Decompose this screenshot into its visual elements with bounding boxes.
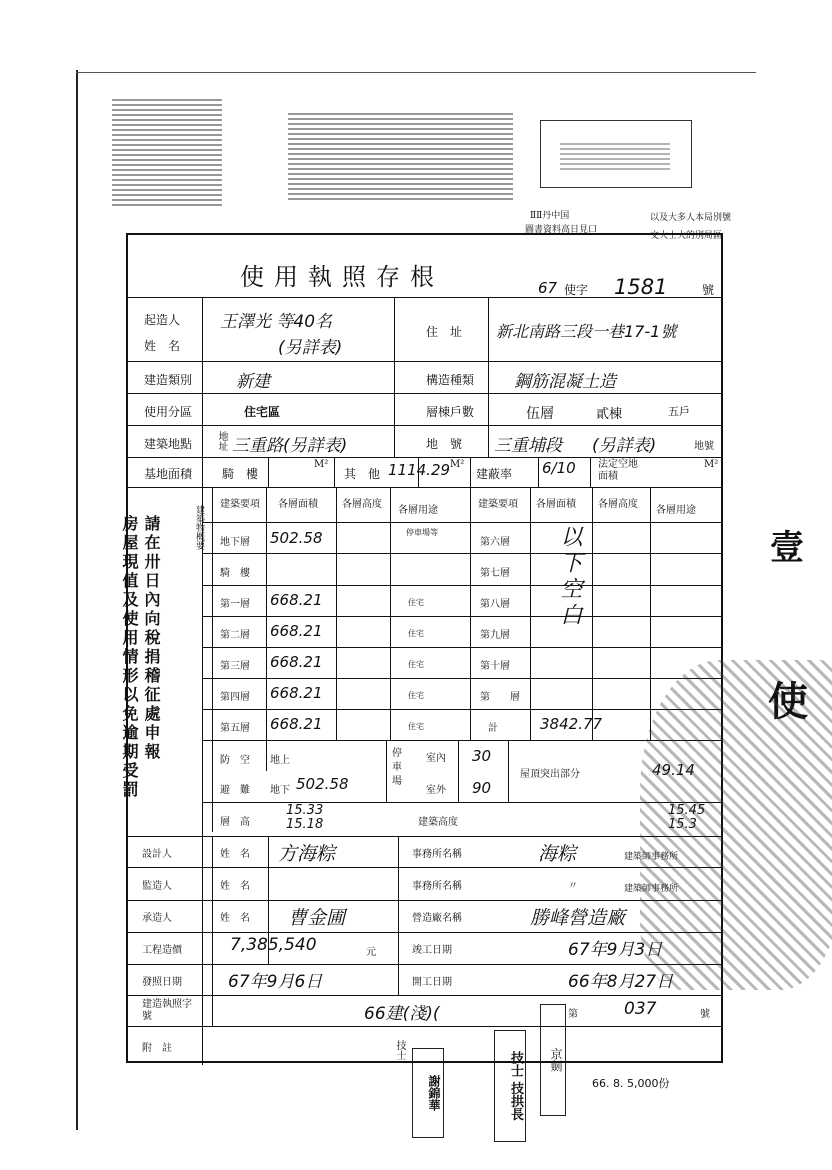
rule	[128, 297, 723, 298]
total-value: 3842.77	[540, 715, 603, 733]
designer-office-suffix: 建築師事務所	[624, 852, 679, 862]
arcade-label: 騎 樓	[222, 467, 259, 481]
shelter-above-label: 地上	[270, 755, 290, 766]
designer-name: 方海粽	[278, 843, 336, 865]
grid-header-height: 各層高度	[342, 499, 382, 510]
rule	[128, 900, 723, 901]
lot-value: 三重埔段	[494, 436, 562, 456]
rule	[334, 457, 335, 487]
floor-label-right: 第 層	[480, 692, 520, 703]
building-height-2: 15.3	[668, 817, 697, 832]
builder-name: 王澤光 等40名	[220, 312, 333, 332]
zone-label: 使用分區	[144, 405, 193, 419]
floor-area: 502.58	[270, 529, 323, 547]
rule	[202, 297, 203, 1065]
remarks-label: 附 註	[142, 1043, 172, 1054]
other-label: 其 他	[344, 467, 381, 481]
rule	[488, 297, 489, 457]
contractor-firm-label: 營造廠名稱	[412, 913, 462, 924]
side-char: 要	[194, 541, 204, 550]
lot-suffix: 地號	[694, 441, 714, 452]
floor-area: 668.21	[270, 684, 323, 702]
builder-name-note: (另詳表)	[278, 338, 343, 358]
void-mark: 以下空白	[557, 525, 582, 629]
rule	[202, 616, 723, 617]
rule	[212, 836, 213, 1026]
address-value: 新北南路三段一巷17-1號	[496, 322, 677, 341]
contractor-name: 曹金圃	[288, 907, 346, 929]
rule	[128, 836, 723, 837]
side-char: 築	[194, 514, 204, 523]
side-char: 概	[194, 532, 204, 541]
issue-date: 67年9月6日	[228, 972, 323, 992]
builder-label: 起造人	[144, 313, 181, 327]
site-address: 三重路(另詳表)	[232, 436, 348, 456]
permit-label: 建造執照字號	[142, 999, 192, 1022]
signature-stamp-3: 京劍	[540, 1004, 566, 1116]
parking-indoor-label: 室內	[426, 753, 446, 764]
rule	[128, 361, 723, 362]
side-char: 建	[194, 505, 204, 514]
floor-use: 住宅	[408, 660, 424, 669]
floor-label: 第三層	[220, 661, 250, 672]
permit-form	[126, 233, 723, 1063]
permit-number-suffix: 號	[702, 283, 715, 297]
contractor-name-label: 姓 名	[220, 913, 250, 924]
rule	[336, 487, 337, 740]
floor-area: 668.21	[270, 715, 323, 733]
floor-use: 住宅	[408, 691, 424, 700]
storey-height-1: 15.33	[286, 803, 324, 818]
permit-suffix: 號	[700, 1009, 710, 1020]
floors-label: 層棟戶數	[426, 405, 475, 419]
rule	[128, 393, 723, 394]
floor-area: 668.21	[270, 591, 323, 609]
permit-value: 66建(淺)(	[364, 1004, 440, 1024]
rule	[128, 964, 723, 965]
address-label: 住 址	[426, 325, 463, 339]
coverage-value: 6/10	[542, 459, 576, 477]
stamp-caption-1: 圖書資料高日見口	[525, 225, 598, 235]
floor-label: 第五層	[220, 723, 250, 734]
grid-header-area: 各層面積	[278, 499, 318, 510]
site-label: 建築地點	[144, 437, 193, 451]
stamp-block-left	[112, 98, 222, 206]
site-sub-label: 地址	[216, 431, 227, 451]
floor-label: 第二層	[220, 630, 250, 641]
storey-height-label: 層 高	[220, 817, 250, 828]
floor-label-right: 第九層	[480, 630, 510, 641]
building-height-label: 建築高度	[418, 817, 458, 828]
supervisor-name-label: 姓 名	[220, 881, 250, 892]
floor-label: 騎 樓	[220, 568, 250, 579]
grid-header-area-2: 各層面積	[536, 499, 576, 510]
rule	[202, 647, 723, 648]
floor-use: 住宅	[408, 598, 424, 607]
contractor-firm: 勝峰營造廠	[530, 907, 626, 929]
rule	[538, 457, 539, 487]
unit-label: M²	[450, 459, 465, 470]
rule	[530, 487, 531, 740]
rule	[390, 487, 391, 740]
lot-value-note: (另詳表)	[592, 436, 657, 456]
shelter-label-2: 避 難	[220, 785, 250, 796]
rule	[202, 553, 723, 554]
rule	[458, 740, 459, 802]
grid-header-use-2: 各層用途	[656, 505, 696, 516]
side-note-2: 房屋現值及使用情形以免逾期受罰	[120, 515, 139, 800]
floor-use: 停車場等	[406, 528, 438, 537]
signature-stamp-1: 謝錦華	[412, 1048, 444, 1138]
zone-value: 住宅區	[244, 405, 281, 419]
stamp-caption-3: 文大士大的別局區	[650, 231, 723, 241]
total-label: 計	[488, 723, 498, 734]
rule	[470, 457, 471, 487]
rule	[128, 995, 723, 996]
supervisor-office-label: 事務所名稱	[412, 881, 462, 892]
floor-label-right: 第七層	[480, 568, 510, 579]
rule	[266, 487, 267, 771]
rule	[128, 425, 723, 426]
structure-label: 構造種類	[426, 373, 475, 387]
rule	[394, 297, 395, 457]
rule	[268, 457, 269, 487]
floors-value-1: 伍層	[526, 406, 554, 422]
rule	[128, 867, 723, 868]
side-char: 物	[194, 523, 204, 532]
right-edge-glyph: 使	[768, 678, 808, 725]
legal-open-label: 法定空地面積	[598, 459, 638, 482]
completion-label: 竣工日期	[412, 945, 452, 956]
completion-date: 67年9月3日	[568, 940, 663, 960]
unit-label: M²	[704, 459, 719, 470]
roof-value: 49.14	[652, 761, 695, 779]
designer-office-label: 事務所名稱	[412, 849, 462, 860]
floor-use: 住宅	[408, 722, 424, 731]
floor-label-right: 第八層	[480, 599, 510, 610]
floors-value-3: 五戶	[668, 405, 690, 418]
supervisor-office-suffix: 建築師事務所	[624, 884, 679, 894]
rule	[590, 457, 591, 487]
supervisor-office: 〃	[568, 881, 578, 892]
lot-label: 地 號	[426, 437, 463, 451]
rule	[202, 709, 723, 710]
permit-num: 037	[624, 999, 657, 1019]
storey-height-2: 15.18	[286, 817, 324, 832]
rule	[592, 487, 593, 740]
parking-outdoor-label: 室外	[426, 785, 446, 796]
stamp-caption-2: 以及大多人本局別號	[650, 213, 732, 223]
page-top-line	[76, 72, 756, 73]
footer-print-run: 66. 8. 5,000份	[592, 1077, 670, 1090]
floor-label: 第一層	[220, 599, 250, 610]
right-edge-glyph: 壹	[770, 528, 804, 568]
side-note-1: 請在卅日內向稅捐稽征處申報	[142, 515, 161, 762]
rule	[128, 487, 723, 488]
builder-name-label: 姓 名	[144, 339, 181, 353]
stamp-caption-0: ⅡⅡ丹中国	[530, 211, 570, 221]
cost-value: 7,385,540	[230, 935, 317, 955]
start-date: 66年8月27日	[568, 972, 674, 992]
rule	[202, 678, 723, 679]
rule	[386, 740, 387, 802]
other-area: 1114.29	[388, 461, 451, 479]
grid-header-item-2: 建築要項	[478, 499, 518, 510]
designer-name-label: 姓 名	[220, 849, 250, 860]
grid-header-use: 各層用途	[398, 505, 438, 516]
supervisor-role: 監造人	[142, 881, 172, 892]
official-seal-stamp	[640, 660, 832, 990]
permit-year: 67	[538, 279, 558, 297]
floor-use: 住宅	[408, 629, 424, 638]
structure-value: 鋼筋混凝土造	[514, 372, 616, 392]
rule	[398, 964, 399, 996]
coverage-label: 建蔽率	[476, 467, 513, 481]
signature-stamp-2: 技士 技拱長	[494, 1030, 526, 1142]
rule	[202, 522, 723, 523]
building-type-value: 新建	[236, 372, 270, 392]
rule	[128, 457, 723, 458]
rule	[128, 932, 723, 933]
rule	[128, 1026, 723, 1027]
rule	[650, 487, 651, 740]
grid-header-height-2: 各層高度	[598, 499, 638, 510]
page-fold-line	[76, 70, 78, 1130]
grid-header-item: 建築要項	[220, 499, 260, 510]
roof-label: 屋頂突出部分	[520, 769, 580, 780]
rule	[508, 740, 509, 802]
parking-indoor-value: 30	[472, 747, 492, 765]
designer-role: 設計人	[142, 849, 172, 860]
parking-label: 停車場	[392, 748, 402, 787]
rule	[398, 836, 399, 964]
floors-value-2: 貳棟	[596, 407, 623, 422]
floor-label-right: 第十層	[480, 661, 510, 672]
form-title: 使用執照存根	[240, 263, 444, 291]
floor-area: 668.21	[270, 622, 323, 640]
building-height-1: 15.45	[668, 803, 706, 818]
shelter-below-value: 502.58	[296, 775, 349, 793]
issue-label: 發照日期	[142, 977, 182, 988]
building-type-label: 建造類別	[144, 373, 193, 387]
floor-label: 第四層	[220, 692, 250, 703]
permit-number: 1581	[614, 275, 668, 299]
floor-label: 地下層	[220, 537, 250, 548]
parking-outdoor-value: 90	[472, 779, 492, 797]
designer-office: 海粽	[538, 843, 577, 865]
contractor-role: 承造人	[142, 913, 172, 924]
floor-label-right: 第六層	[480, 537, 510, 548]
shelter-below-label: 地下	[270, 785, 290, 796]
rule	[470, 487, 471, 740]
rule	[202, 585, 723, 586]
site-area-label: 基地面積	[144, 467, 193, 481]
cost-label: 工程造價	[142, 945, 182, 956]
rule	[202, 740, 723, 741]
start-label: 開工日期	[412, 977, 452, 988]
stamp-block-center	[288, 110, 513, 200]
signature-title-1: 技士	[394, 1040, 405, 1060]
unit-label: M²	[314, 459, 329, 470]
shelter-label-1: 防 空	[220, 755, 250, 766]
side-note-3	[168, 505, 230, 550]
cost-unit: 元	[366, 947, 376, 958]
floor-area: 668.21	[270, 653, 323, 671]
stamp-text-right	[560, 140, 670, 170]
permit-num-label: 第	[568, 1009, 578, 1020]
permit-number-label: 使字	[564, 283, 589, 297]
